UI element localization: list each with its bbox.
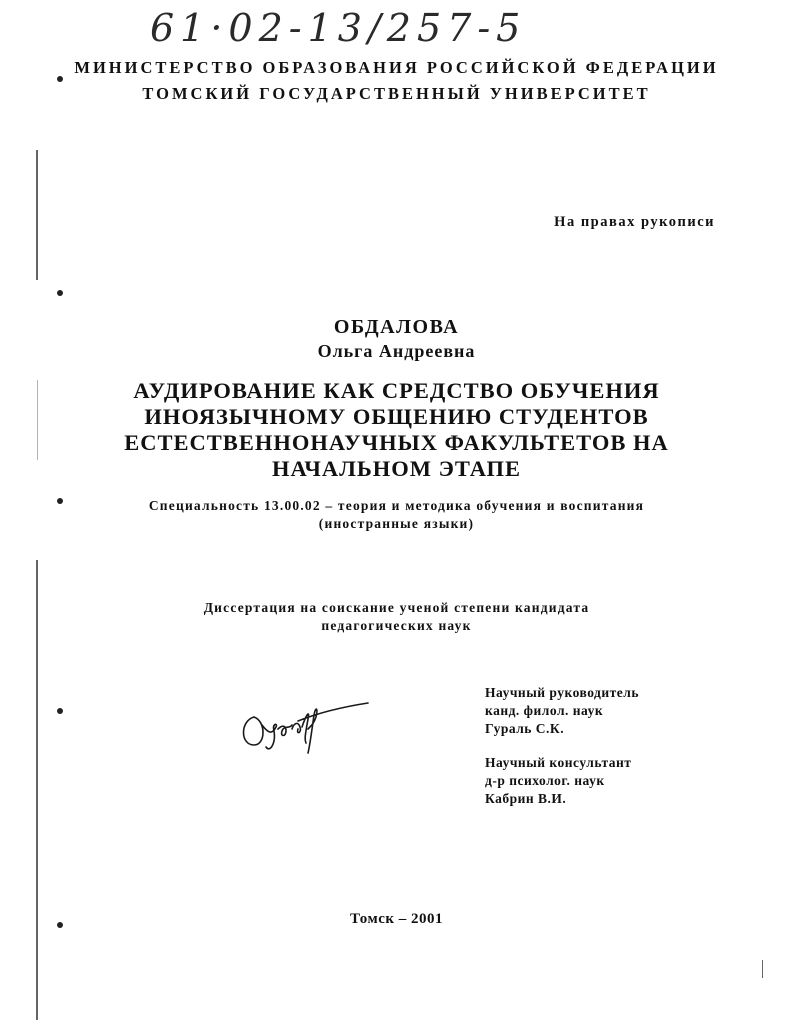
consultant-role: Научный консультант	[485, 755, 632, 770]
degree-field: педагогических наук	[321, 618, 472, 633]
specialty-line: Специальность 13.00.02 – теория и методика обучения и воспитания	[148, 498, 645, 513]
handwritten-archive-number: 61·02-13/257-5	[150, 6, 527, 50]
binder-hole-dot	[57, 708, 63, 714]
dissertation-title-line: АУДИРОВАНИЕ КАК СРЕДСТВО ОБУЧЕНИЯ	[133, 378, 660, 403]
specialty-subline: (иностранные языки)	[318, 516, 475, 531]
advisor-degree: канд. филол. наук	[485, 703, 604, 718]
ministry-name: МИНИСТЕРСТВО ОБРАЗОВАНИЯ РОССИЙСКОЙ ФЕДЕРАЦИИ	[74, 58, 719, 77]
degree-statement: Диссертация на соискание ученой степени кандидата	[203, 600, 590, 615]
university-name: ТОМСКИЙ ГОСУДАРСТВЕННЫЙ УНИВЕРСИТЕТ	[142, 84, 651, 103]
binder-hole-dot	[57, 290, 63, 296]
manuscript-rights-note: На правах рукописи	[554, 214, 715, 230]
advisor-role: Научный руководитель	[485, 685, 639, 700]
consultant-degree: д-р психолог. наук	[485, 773, 605, 788]
city-year: Томск – 2001	[349, 911, 444, 927]
author-given-names: Ольга Андреевна	[317, 341, 476, 361]
scan-edge-line	[762, 960, 763, 978]
author-signature	[232, 695, 372, 765]
dissertation-title-line: НАЧАЛЬНОМ ЭТАПЕ	[272, 456, 521, 481]
dissertation-title-line: ИНОЯЗЫЧНОМУ ОБЩЕНИЮ СТУДЕНТОВ	[144, 404, 649, 429]
dissertation-title-line: ЕСТЕСТВЕННОНАУЧНЫХ ФАКУЛЬТЕТОВ НА	[124, 430, 669, 455]
advisor-name: Гураль С.К.	[485, 721, 565, 736]
consultant-name: Кабрин В.И.	[485, 791, 567, 806]
author-surname: ОБДАЛОВА	[333, 316, 460, 338]
scan-edge-line	[36, 150, 38, 280]
